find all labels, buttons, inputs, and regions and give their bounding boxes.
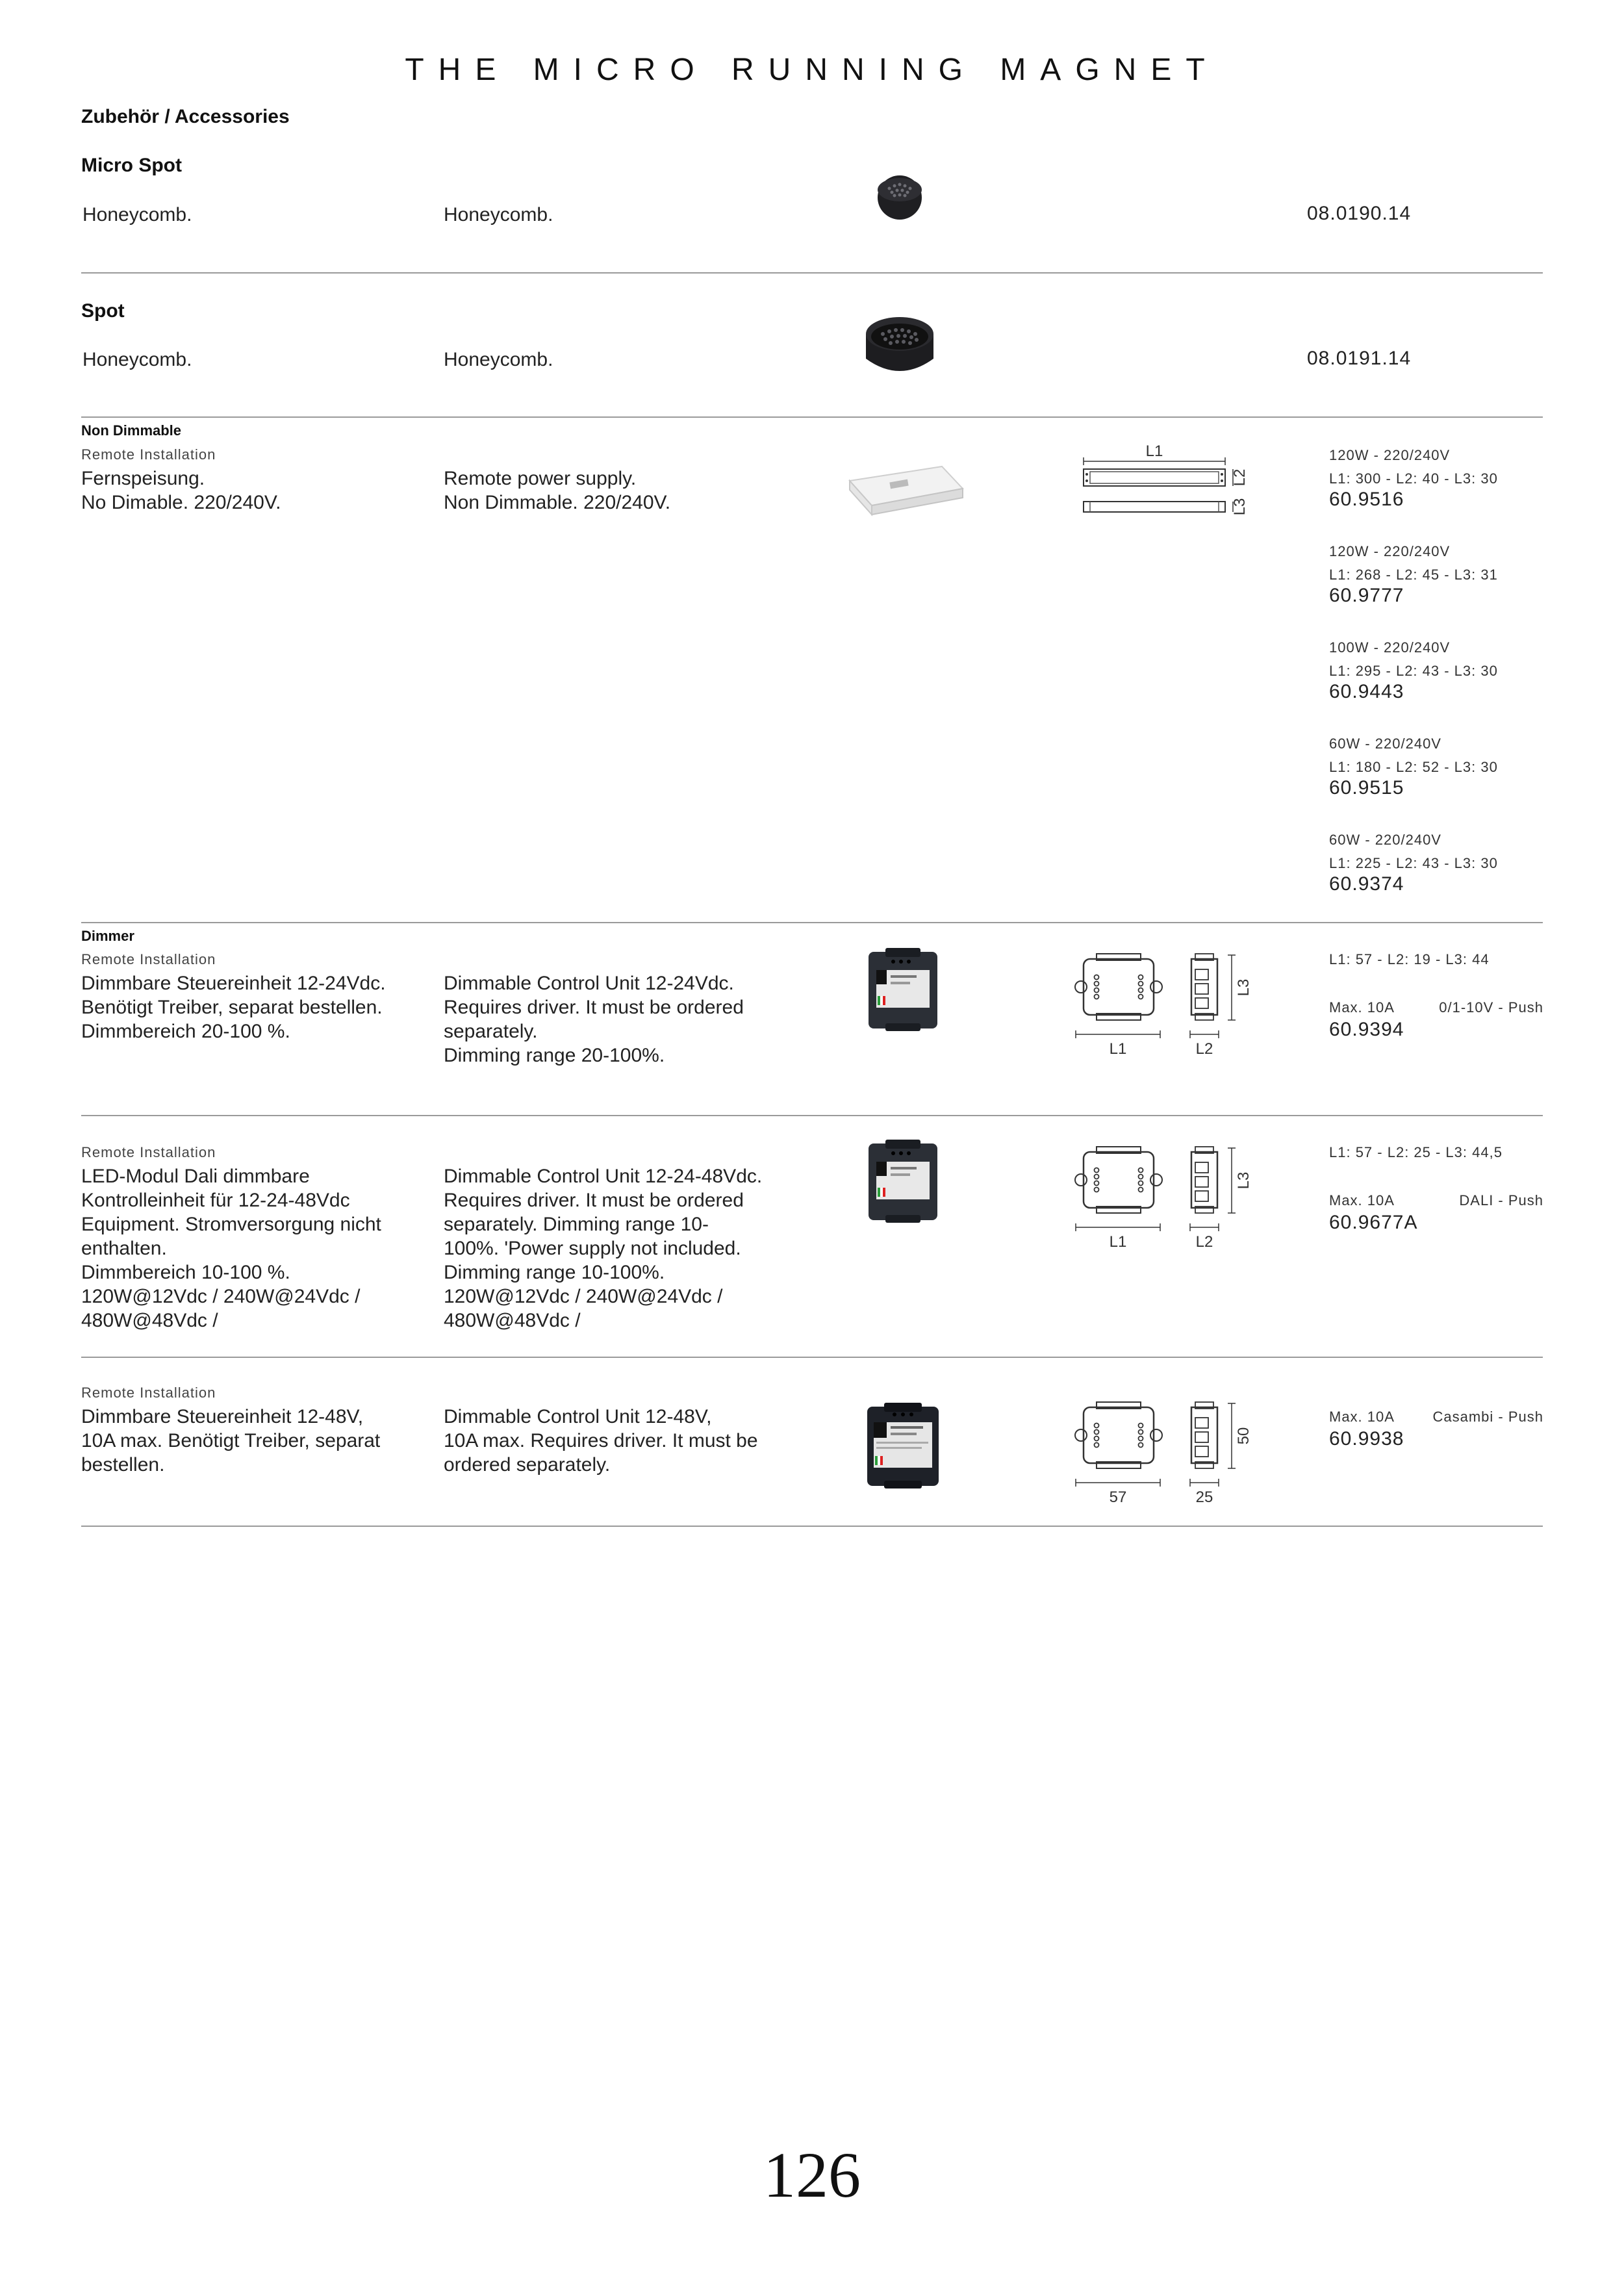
dimmer-diagram-l1: L1 (1109, 1040, 1127, 1058)
casambi-diagram-depth: 25 (1195, 1488, 1213, 1506)
variant-power: 60W - 220/240V (1329, 832, 1441, 848)
casambi-desc-en: Dimmable Control Unit 12-48V, 10A max. Requires driver. It must be ordered separately. (444, 1406, 758, 1476)
dimmer-device-image (861, 945, 945, 1033)
spot-desc-en: Honeycomb. (444, 349, 553, 370)
non-dimmable-desc-en: Remote power supply. Non Dimmable. 220/240V. (444, 468, 671, 513)
dimmer-code: 60.9394 (1329, 1019, 1404, 1040)
variant (1329, 447, 1498, 511)
dimmer-dims: L1: 57 - L2: 19 - L3: 44 (1329, 951, 1490, 967)
variant-code: 60.9516 (1329, 489, 1404, 510)
micro-spot-code: 08.0190.14 (1307, 203, 1412, 224)
dimmer-remote-label: Remote Installation (81, 951, 216, 967)
diagram-l1-label: L1 (1145, 442, 1163, 460)
non-dimmable-remote-label: Remote Installation (81, 446, 216, 463)
spot-desc-de: Honeycomb. (82, 349, 192, 370)
spot-heading: Spot (81, 300, 125, 322)
dali-max: Max. 10A (1329, 1192, 1395, 1208)
casambi-max: Max. 10A (1329, 1409, 1395, 1425)
variant-power: 120W - 220/240V (1329, 447, 1451, 463)
divider (81, 272, 1543, 274)
dimmer-max: Max. 10A (1329, 999, 1395, 1016)
casambi-desc-de: Dimmbare Steuereinheit 12-48V, 10A max. Benötigt Treiber, separat bestellen. (81, 1406, 381, 1476)
casambi-diagram-height: 50 (1235, 1427, 1252, 1445)
divider (81, 922, 1543, 923)
dali-code: 60.9677A (1329, 1212, 1418, 1233)
spot-honeycomb-image (861, 307, 939, 383)
variant-power: 100W - 220/240V (1329, 639, 1451, 656)
variant-dims: L1: 180 - L2: 52 - L3: 30 (1329, 759, 1498, 775)
dimmer-desc-en: Dimmable Control Unit 12-24Vdc. Requires driver. It must be ordered separately. Dimming range 20-100%. (444, 973, 744, 1066)
casambi-remote-label: Remote Installation (81, 1385, 216, 1401)
dimmer-type: 0/1-10V - Push (1439, 999, 1543, 1016)
diagram-l3-label: L3 (1231, 498, 1249, 516)
dali-dims: L1: 57 - L2: 25 - L3: 44,5 (1329, 1144, 1503, 1160)
micro-spot-desc-en: Honeycomb. (444, 204, 553, 225)
dimmer-desc-de: Dimmbare Steuereinheit 12-24Vdc. Benötigt Treiber, separat bestellen. Dimmbereich 20-100 %. (81, 973, 386, 1042)
variant-power: 60W - 220/240V (1329, 735, 1441, 752)
dimmer-diagram-l3: L3 (1235, 978, 1252, 997)
dimmer-dimension-diagram (1072, 950, 1267, 1067)
casambi-diagram-width: 57 (1109, 1488, 1127, 1506)
casambi-dimension-diagram (1072, 1398, 1267, 1515)
page-number: 126 (763, 2139, 861, 2211)
dali-diagram-l3: L3 (1235, 1171, 1252, 1190)
variant-dims: L1: 295 - L2: 43 - L3: 30 (1329, 663, 1498, 679)
casambi-code: 60.9938 (1329, 1428, 1404, 1450)
variant-dims: L1: 268 - L2: 45 - L3: 31 (1329, 567, 1498, 583)
dali-diagram-l1: L1 (1109, 1233, 1127, 1251)
dali-diagram-l2: L2 (1195, 1233, 1213, 1251)
variant-code: 60.9443 (1329, 681, 1404, 702)
diagram-l2-label: L2 (1231, 468, 1249, 487)
dimmer-diagram-l2: L2 (1195, 1040, 1213, 1058)
micro-spot-honeycomb-image (874, 170, 926, 222)
power-supply-dimension-diagram (1078, 441, 1260, 525)
variant (1329, 832, 1498, 895)
dali-type: DALI - Push (1459, 1192, 1543, 1208)
non-dimmable-desc-de: Fernspeisung. No Dimable. 220/240V. (81, 468, 281, 513)
dali-dimension-diagram (1072, 1143, 1267, 1260)
dimmer-label: Dimmer (81, 928, 134, 944)
dali-desc-en: Dimmable Control Unit 12-24-48Vdc. Requires driver. It must be ordered separately. Dimming range 10- 100%. 'Power supply not included. Dimming range 10-100%. 120W@12Vdc / 240W@24Vdc / 480W@48Vdc / (444, 1166, 763, 1331)
micro-spot-desc-de: Honeycomb. (82, 204, 192, 225)
micro-spot-heading: Micro Spot (81, 155, 182, 176)
divider (81, 1115, 1543, 1116)
casambi-type: Casambi - Push (1432, 1409, 1543, 1425)
power-supply-image (844, 455, 968, 526)
variant-code: 60.9374 (1329, 873, 1404, 895)
variant (1329, 735, 1498, 799)
divider (81, 416, 1543, 418)
variant-code: 60.9515 (1329, 777, 1404, 798)
dali-remote-label: Remote Installation (81, 1144, 216, 1160)
non-dimmable-label: Non Dimmable (81, 422, 182, 439)
page-title: THE MICRO RUNNING MAGNET (405, 53, 1219, 87)
dali-desc-de: LED-Modul Dali dimmbare Kontrolleinheit für 12-24-48Vdc Equipment. Stromversorgung nicht enthalten. Dimmbereich 10-100 %. 120W@12Vdc / 240W@24Vdc / 480W@48Vdc / (81, 1166, 381, 1331)
variant (1329, 543, 1498, 607)
variant-power: 120W - 220/240V (1329, 543, 1451, 559)
variant-dims: L1: 225 - L2: 43 - L3: 30 (1329, 855, 1498, 871)
variant-code: 60.9777 (1329, 585, 1404, 606)
divider (81, 1526, 1543, 1527)
section-title: Zubehör / Accessories (81, 106, 290, 127)
dali-device-image (861, 1137, 945, 1225)
casambi-device-image (861, 1400, 945, 1491)
variant-dims: L1: 300 - L2: 40 - L3: 30 (1329, 470, 1498, 487)
spot-code: 08.0191.14 (1307, 348, 1412, 369)
variant (1329, 639, 1498, 703)
divider (81, 1357, 1543, 1358)
